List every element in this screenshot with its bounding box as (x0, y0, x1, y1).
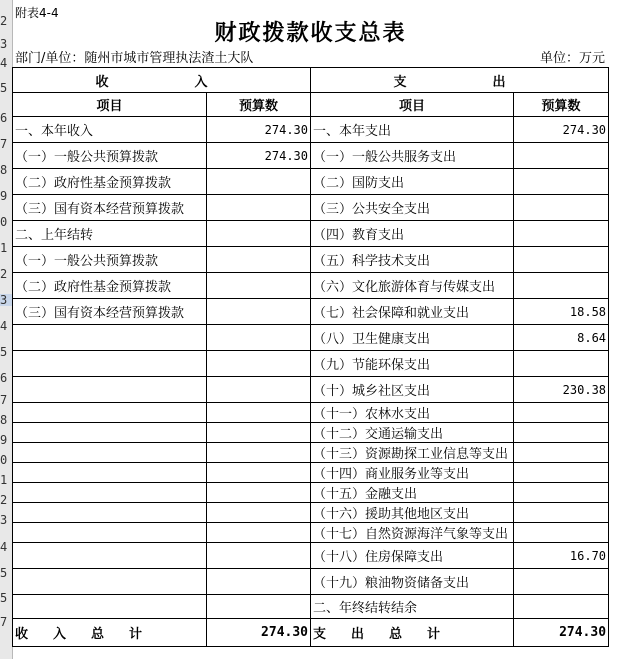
expense-item-cell[interactable]: （十四）商业服务业等支出 (311, 463, 514, 483)
expense-budget-cell[interactable] (514, 143, 609, 169)
income-budget-cell[interactable] (207, 377, 311, 403)
expense-budget-cell[interactable] (514, 595, 609, 619)
row-number[interactable]: 9 (0, 434, 8, 446)
income-item-cell[interactable] (13, 351, 207, 377)
expense-total-value[interactable]: 274.30 (514, 619, 609, 647)
row-number[interactable]: 9 (0, 190, 8, 202)
income-item-cell[interactable]: （三）国有资本经营预算拨款 (13, 299, 207, 325)
expense-budget-cell[interactable] (514, 221, 609, 247)
row-number[interactable]: 2 (0, 15, 8, 27)
row-number[interactable]: 1 (0, 242, 8, 254)
income-budget-cell[interactable] (207, 169, 311, 195)
row-number[interactable]: 5 (0, 82, 8, 94)
row-number[interactable]: 2 (0, 494, 8, 506)
table-row (13, 543, 609, 569)
income-item-header[interactable]: 项目 (13, 93, 207, 117)
table-row (13, 169, 609, 195)
expense-budget-cell[interactable] (514, 351, 609, 377)
income-item-cell[interactable] (13, 595, 207, 619)
income-item-cell[interactable] (13, 443, 207, 463)
expense-item-cell[interactable]: （十五）金融支出 (311, 483, 514, 503)
expense-budget-cell[interactable] (514, 247, 609, 273)
income-budget-cell[interactable] (207, 403, 311, 423)
expense-item-header[interactable]: 项目 (311, 93, 514, 117)
table-row (13, 483, 609, 503)
income-item-cell[interactable] (13, 483, 207, 503)
expense-item-cell[interactable]: （十六）援助其他地区支出 (311, 503, 514, 523)
expense-budget-cell[interactable]: 16.70 (514, 543, 609, 569)
row-number[interactable]: 8 (0, 164, 8, 176)
table-row (13, 443, 609, 463)
row-number[interactable]: 2 (0, 268, 8, 280)
income-item-cell[interactable] (13, 503, 207, 523)
table-row (13, 143, 609, 169)
table-row (13, 351, 609, 377)
expense-budget-cell[interactable] (514, 195, 609, 221)
table-row (13, 325, 609, 351)
expense-item-cell[interactable]: 二、年终结转结余 (311, 595, 514, 619)
expense-item-cell[interactable]: （八）卫生健康支出 (311, 325, 514, 351)
income-budget-cell[interactable] (207, 569, 311, 595)
row-number[interactable]: 3 (0, 38, 8, 50)
income-budget-cell[interactable] (207, 273, 311, 299)
income-budget-header[interactable]: 预算数 (207, 93, 311, 117)
row-number[interactable]: 5 (0, 346, 8, 358)
expense-item-cell[interactable]: （二）国防支出 (311, 169, 514, 195)
expense-budget-cell[interactable]: 274.30 (514, 117, 609, 143)
expense-item-cell[interactable]: （十八）住房保障支出 (311, 543, 514, 569)
table-row (13, 221, 609, 247)
income-budget-cell[interactable] (207, 463, 311, 483)
expense-item-cell[interactable]: （十）城乡社区支出 (311, 377, 514, 403)
expense-total-label[interactable]: 支 出 总 计 (311, 619, 514, 647)
row-number[interactable]: 4 (0, 320, 8, 332)
income-budget-cell[interactable] (207, 483, 311, 503)
expense-budget-cell[interactable] (514, 443, 609, 463)
appendix-note: 附表4-4 (15, 6, 59, 20)
income-item-cell[interactable]: （三）国有资本经营预算拨款 (13, 195, 207, 221)
expense-item-cell[interactable]: （三）公共安全支出 (311, 195, 514, 221)
income-budget-cell[interactable] (207, 503, 311, 523)
expense-item-cell[interactable]: （十七）自然资源海洋气象等支出 (311, 523, 514, 543)
expense-budget-cell[interactable] (514, 483, 609, 503)
income-budget-cell[interactable] (207, 299, 311, 325)
expense-item-cell[interactable]: 一、本年支出 (311, 117, 514, 143)
expense-budget-cell[interactable] (514, 273, 609, 299)
column-header-row (13, 93, 609, 117)
row-number[interactable]: 6 (0, 372, 8, 384)
income-item-cell[interactable]: 一、本年收入 (13, 117, 207, 143)
row-number[interactable]: 6 (0, 112, 8, 124)
expense-budget-cell[interactable] (514, 403, 609, 423)
table-row (13, 195, 609, 221)
income-item-cell[interactable] (13, 569, 207, 595)
income-budget-cell[interactable] (207, 523, 311, 543)
row-number[interactable]: 0 (0, 454, 8, 466)
expense-budget-cell[interactable]: 230.38 (514, 377, 609, 403)
income-total-label[interactable]: 收 入 总 计 (13, 619, 207, 647)
table-row (13, 595, 609, 619)
income-item-cell[interactable] (13, 325, 207, 351)
department-label: 部门/单位：随州市城市管理执法渣土大队 (15, 51, 254, 66)
expense-budget-cell[interactable] (514, 169, 609, 195)
expense-item-cell[interactable]: （六）文化旅游体育与传媒支出 (311, 273, 514, 299)
row-number[interactable]: 7 (0, 616, 8, 628)
table-row (13, 423, 609, 443)
expense-budget-cell[interactable] (514, 523, 609, 543)
row-number[interactable]: 4 (0, 57, 8, 69)
income-budget-cell[interactable] (207, 221, 311, 247)
expense-item-cell[interactable]: （十九）粮油物资储备支出 (311, 569, 514, 595)
row-number[interactable]: 4 (0, 541, 8, 553)
table-row (13, 523, 609, 543)
income-item-cell[interactable]: 二、上年结转 (13, 221, 207, 247)
table-row (13, 247, 609, 273)
table-row (13, 569, 609, 595)
row-number[interactable]: 0 (0, 216, 8, 228)
expense-item-cell[interactable]: （五）科学技术支出 (311, 247, 514, 273)
budget-table (12, 67, 609, 647)
row-number[interactable]: 8 (0, 414, 8, 426)
table-row (13, 273, 609, 299)
table-row (13, 503, 609, 523)
row-number[interactable]: 1 (0, 474, 8, 486)
expense-item-cell[interactable]: （十三）资源勘探工业信息等支出 (311, 443, 514, 463)
expense-budget-cell[interactable] (514, 503, 609, 523)
page-title: 财政拨款收支总表 (214, 20, 407, 46)
expense-item-cell[interactable]: （四）教育支出 (311, 221, 514, 247)
income-item-cell[interactable]: （一）一般公共预算拨款 (13, 247, 207, 273)
expense-item-cell[interactable]: （十一）农林水支出 (311, 403, 514, 423)
row-number[interactable]: 3 (0, 514, 8, 526)
income-budget-cell[interactable] (207, 543, 311, 569)
row-number[interactable]: 3 (0, 294, 12, 306)
expense-item-cell[interactable]: （七）社会保障和就业支出 (311, 299, 514, 325)
expense-item-cell[interactable]: （一）一般公共服务支出 (311, 143, 514, 169)
income-item-cell[interactable] (13, 423, 207, 443)
income-item-cell[interactable] (13, 377, 207, 403)
row-number[interactable]: 5 (0, 567, 8, 579)
income-item-cell[interactable]: （二）政府性基金预算拨款 (13, 273, 207, 299)
expense-budget-header[interactable]: 预算数 (514, 93, 609, 117)
income-budget-cell[interactable]: 274.30 (207, 143, 311, 169)
expense-item-cell[interactable]: （十二）交通运输支出 (311, 423, 514, 443)
table-row (13, 299, 609, 325)
income-budget-cell[interactable] (207, 247, 311, 273)
expense-header[interactable]: 支 出 (311, 68, 609, 93)
expense-budget-cell[interactable] (514, 423, 609, 443)
income-item-cell[interactable] (13, 543, 207, 569)
unit-label: 单位：万元 (539, 51, 605, 66)
table-row (13, 117, 609, 143)
income-budget-cell[interactable] (207, 351, 311, 377)
expense-item-cell[interactable]: （九）节能环保支出 (311, 351, 514, 377)
table-row (13, 403, 609, 423)
income-header[interactable]: 收 入 (13, 68, 311, 93)
table-row (13, 377, 609, 403)
row-number[interactable]: 7 (0, 138, 8, 150)
income-item-cell[interactable]: （一）一般公共预算拨款 (13, 143, 207, 169)
income-item-cell[interactable] (13, 523, 207, 543)
income-total-value[interactable]: 274.30 (207, 619, 311, 647)
expense-budget-cell[interactable] (514, 569, 609, 595)
income-item-cell[interactable] (13, 463, 207, 483)
table-row (13, 463, 609, 483)
expense-budget-cell[interactable]: 18.58 (514, 299, 609, 325)
row-number[interactable]: 7 (0, 394, 8, 406)
row-number[interactable]: 5 (0, 592, 8, 604)
income-budget-cell[interactable] (207, 443, 311, 463)
expense-budget-cell[interactable] (514, 463, 609, 483)
income-budget-cell[interactable] (207, 423, 311, 443)
income-item-cell[interactable] (13, 403, 207, 423)
income-budget-cell[interactable]: 274.30 (207, 117, 311, 143)
section-header-row (13, 68, 609, 93)
income-item-cell[interactable]: （二）政府性基金预算拨款 (13, 169, 207, 195)
total-row (13, 619, 609, 647)
income-budget-cell[interactable] (207, 325, 311, 351)
expense-budget-cell[interactable]: 8.64 (514, 325, 609, 351)
income-budget-cell[interactable] (207, 595, 311, 619)
income-budget-cell[interactable] (207, 195, 311, 221)
